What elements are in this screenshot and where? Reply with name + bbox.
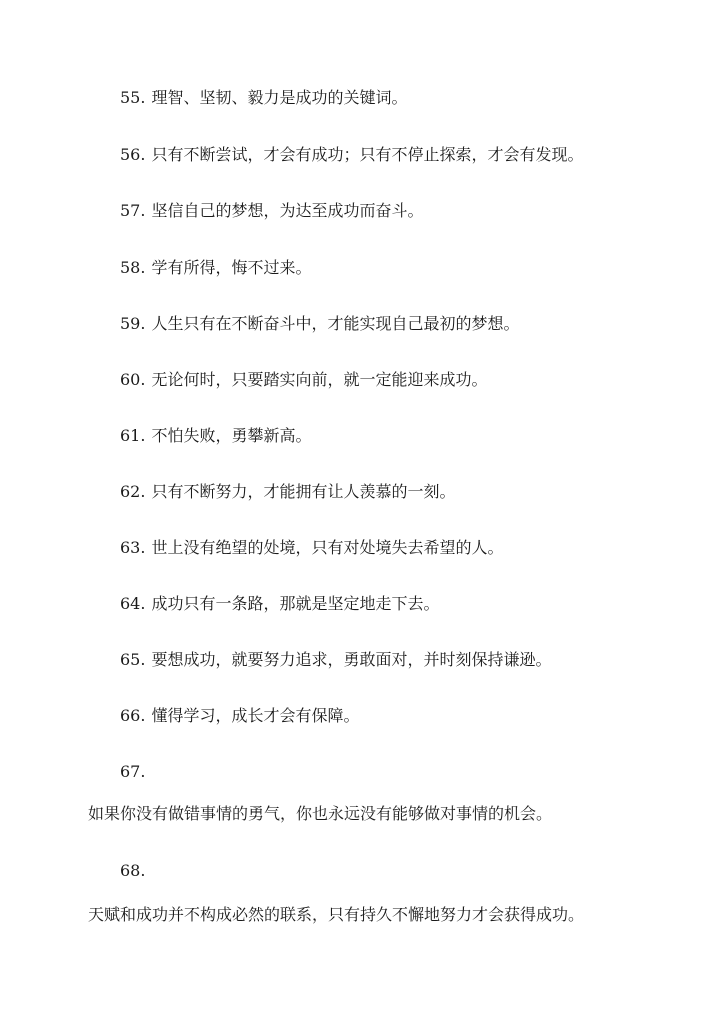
list-item: [120, 370, 487, 390]
item-text: 成功只有一条路，那就是坚定地走下去。: [151, 594, 440, 613]
item-number: 63.: [120, 538, 146, 557]
list-item: [120, 706, 359, 726]
item-text: 人生只有在不断奋斗中，才能实现自己最初的梦想。: [151, 314, 520, 333]
list-item-number-only: [120, 861, 151, 881]
list-item: [120, 314, 519, 334]
item-number: 61.: [120, 426, 146, 445]
item-text-wrapped: 如果你没有做错事情的勇气，你也永远没有能够做对事情的机会。: [88, 804, 553, 823]
item-number: 62.: [120, 482, 146, 501]
item-number: 68.: [120, 861, 146, 880]
item-text: 世上没有绝望的处境，只有对处境失去希望的人。: [151, 538, 504, 557]
item-number: 58.: [120, 258, 146, 277]
item-text: 懂得学习，成长才会有保障。: [151, 706, 360, 725]
list-item: [120, 650, 551, 670]
item-number: 55.: [120, 88, 146, 107]
item-number: 65.: [120, 650, 146, 669]
item-number: 57.: [120, 201, 146, 220]
item-number: 67.: [120, 762, 146, 781]
item-number: 56.: [120, 145, 146, 164]
list-item: [120, 88, 407, 108]
list-item: [120, 258, 311, 278]
item-number: 66.: [120, 706, 146, 725]
list-item: [120, 538, 503, 558]
item-text: 学有所得，悔不过来。: [151, 258, 312, 277]
item-number: 64.: [120, 594, 146, 613]
item-number: 59.: [120, 314, 146, 333]
item-text: 坚信自己的梦想，为达至成功而奋斗。: [151, 201, 424, 220]
item-text: 理智、坚韧、毅力是成功的关键词。: [151, 88, 408, 107]
list-item: [120, 482, 455, 502]
list-item-number-only: [120, 762, 151, 782]
item-number: 60.: [120, 370, 146, 389]
item-text-wrapped: 天赋和成功并不构成必然的联系，只有持久不懈地努力才会获得成功。: [88, 905, 585, 924]
list-item: [120, 145, 583, 165]
list-item: [120, 201, 423, 221]
item-text: 无论何时，只要踏实向前，就一定能迎来成功。: [151, 370, 488, 389]
item-text: 不怕失败，勇攀新高。: [151, 426, 312, 445]
list-item: [120, 594, 439, 614]
list-item: [120, 426, 311, 446]
item-text: 要想成功，就要努力追求，勇敢面对，并时刻保持谦逊。: [151, 650, 552, 669]
item-text: 只有不断努力，才能拥有让人羡慕的一刻。: [151, 482, 456, 501]
item-text: 只有不断尝试，才会有成功；只有不停止探索，才会有发现。: [151, 145, 584, 164]
